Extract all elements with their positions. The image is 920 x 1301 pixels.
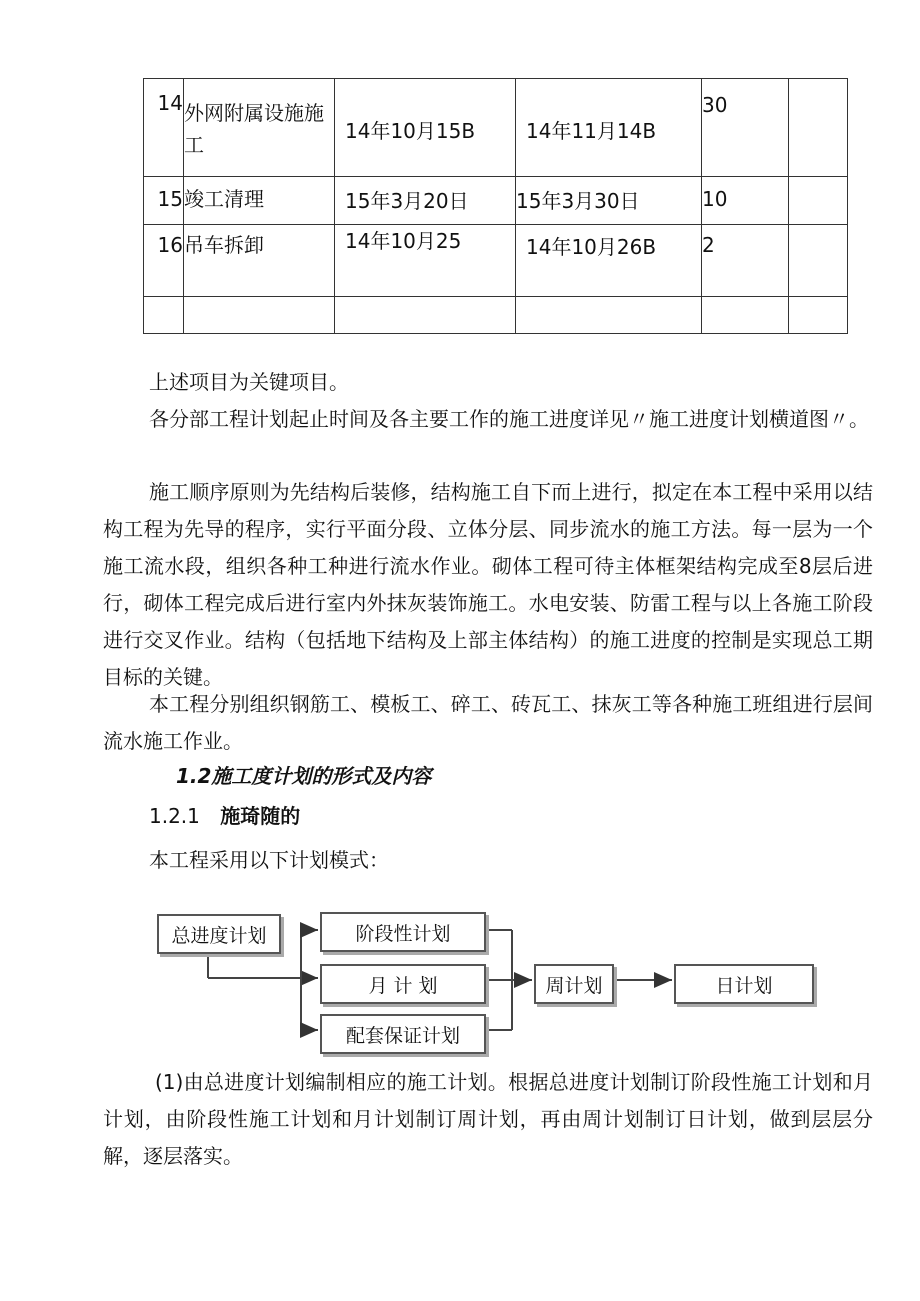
paragraph-schedule-reference: 各分部工程计划起止时间及各主要工作的施工进度详见〃施工进度计划横道图〃。 [149, 407, 869, 431]
cell-days: 30 [702, 79, 789, 177]
paragraph-plan-decomposition: (1)由总进度计划编制相应的施工计划。根据总进度计划制订阶段性施工计划和月计划，由阶段性施工计划和月计划制订周计划，再由周计划制订日计划，做到层层分解，逐层落实。 [103, 1070, 873, 1168]
cell-end: 15年3月30日 [516, 177, 702, 225]
paragraph-work-crews: 本工程分别组织钢筋工、模板工、碎工、砖瓦工、抹灰工等各种施工班组进行层间流水施工作业。 [103, 692, 873, 753]
cell-end: 14年11月14B [516, 79, 702, 177]
cell-start: 14年10月25 [335, 225, 516, 297]
cell-name: 吊车拆卸 [184, 225, 335, 297]
flow-total-schedule: 总进度计划 [157, 914, 281, 954]
paragraph-key-items: 上述项目为关键项目。 [149, 370, 349, 394]
cell-no: 14 [144, 79, 184, 177]
section-heading-1-2: 1.2施工度计划的形式及内容 [176, 764, 432, 788]
cell-name: 竣工清理 [184, 177, 335, 225]
section-number: 1.2.1 [149, 804, 200, 828]
cell-no: 15 [144, 177, 184, 225]
cell-days: 2 [702, 225, 789, 297]
cell-no: 16 [144, 225, 184, 297]
flow-weekly-plan: 周计划 [534, 964, 614, 1004]
cell-days: 10 [702, 177, 789, 225]
paragraph-construction-sequence: 施工顺序原则为先结构后装修，结构施工自下而上进行，拟定在本工程中采用以结构工程为先导的程序，实行平面分段、立体分层、同步流水的施工方法。每一层为一个施工流水段，组织各种工种进行流水作业。砌体工程可待主体框架结构完成至8层后进行，砌体工程完成后进行室内外抹灰装饰施工。水电安装、防雷工程与以上各施工阶段进行交叉作业。结构（包括地下结构及上部主体结构）的施工进度的控制是实现总工期目标的关键。 [103, 480, 873, 689]
paragraph-plan-mode-intro: 本工程采用以下计划模式： [149, 848, 389, 872]
flow-support-plan: 配套保证计划 [320, 1014, 486, 1054]
cell-end: 14年10月26B [516, 225, 702, 297]
cell-name: 外网附属设施施工 [184, 79, 335, 177]
section-title: 施琦随的 [220, 804, 301, 828]
cell-start: 15年3月20日 [335, 177, 516, 225]
flow-stage-plan: 阶段性计划 [320, 912, 486, 952]
flow-daily-plan: 日计划 [674, 964, 814, 1004]
cell-start: 14年10月15B [335, 79, 516, 177]
flow-monthly-plan: 月 计 划 [320, 964, 486, 1004]
